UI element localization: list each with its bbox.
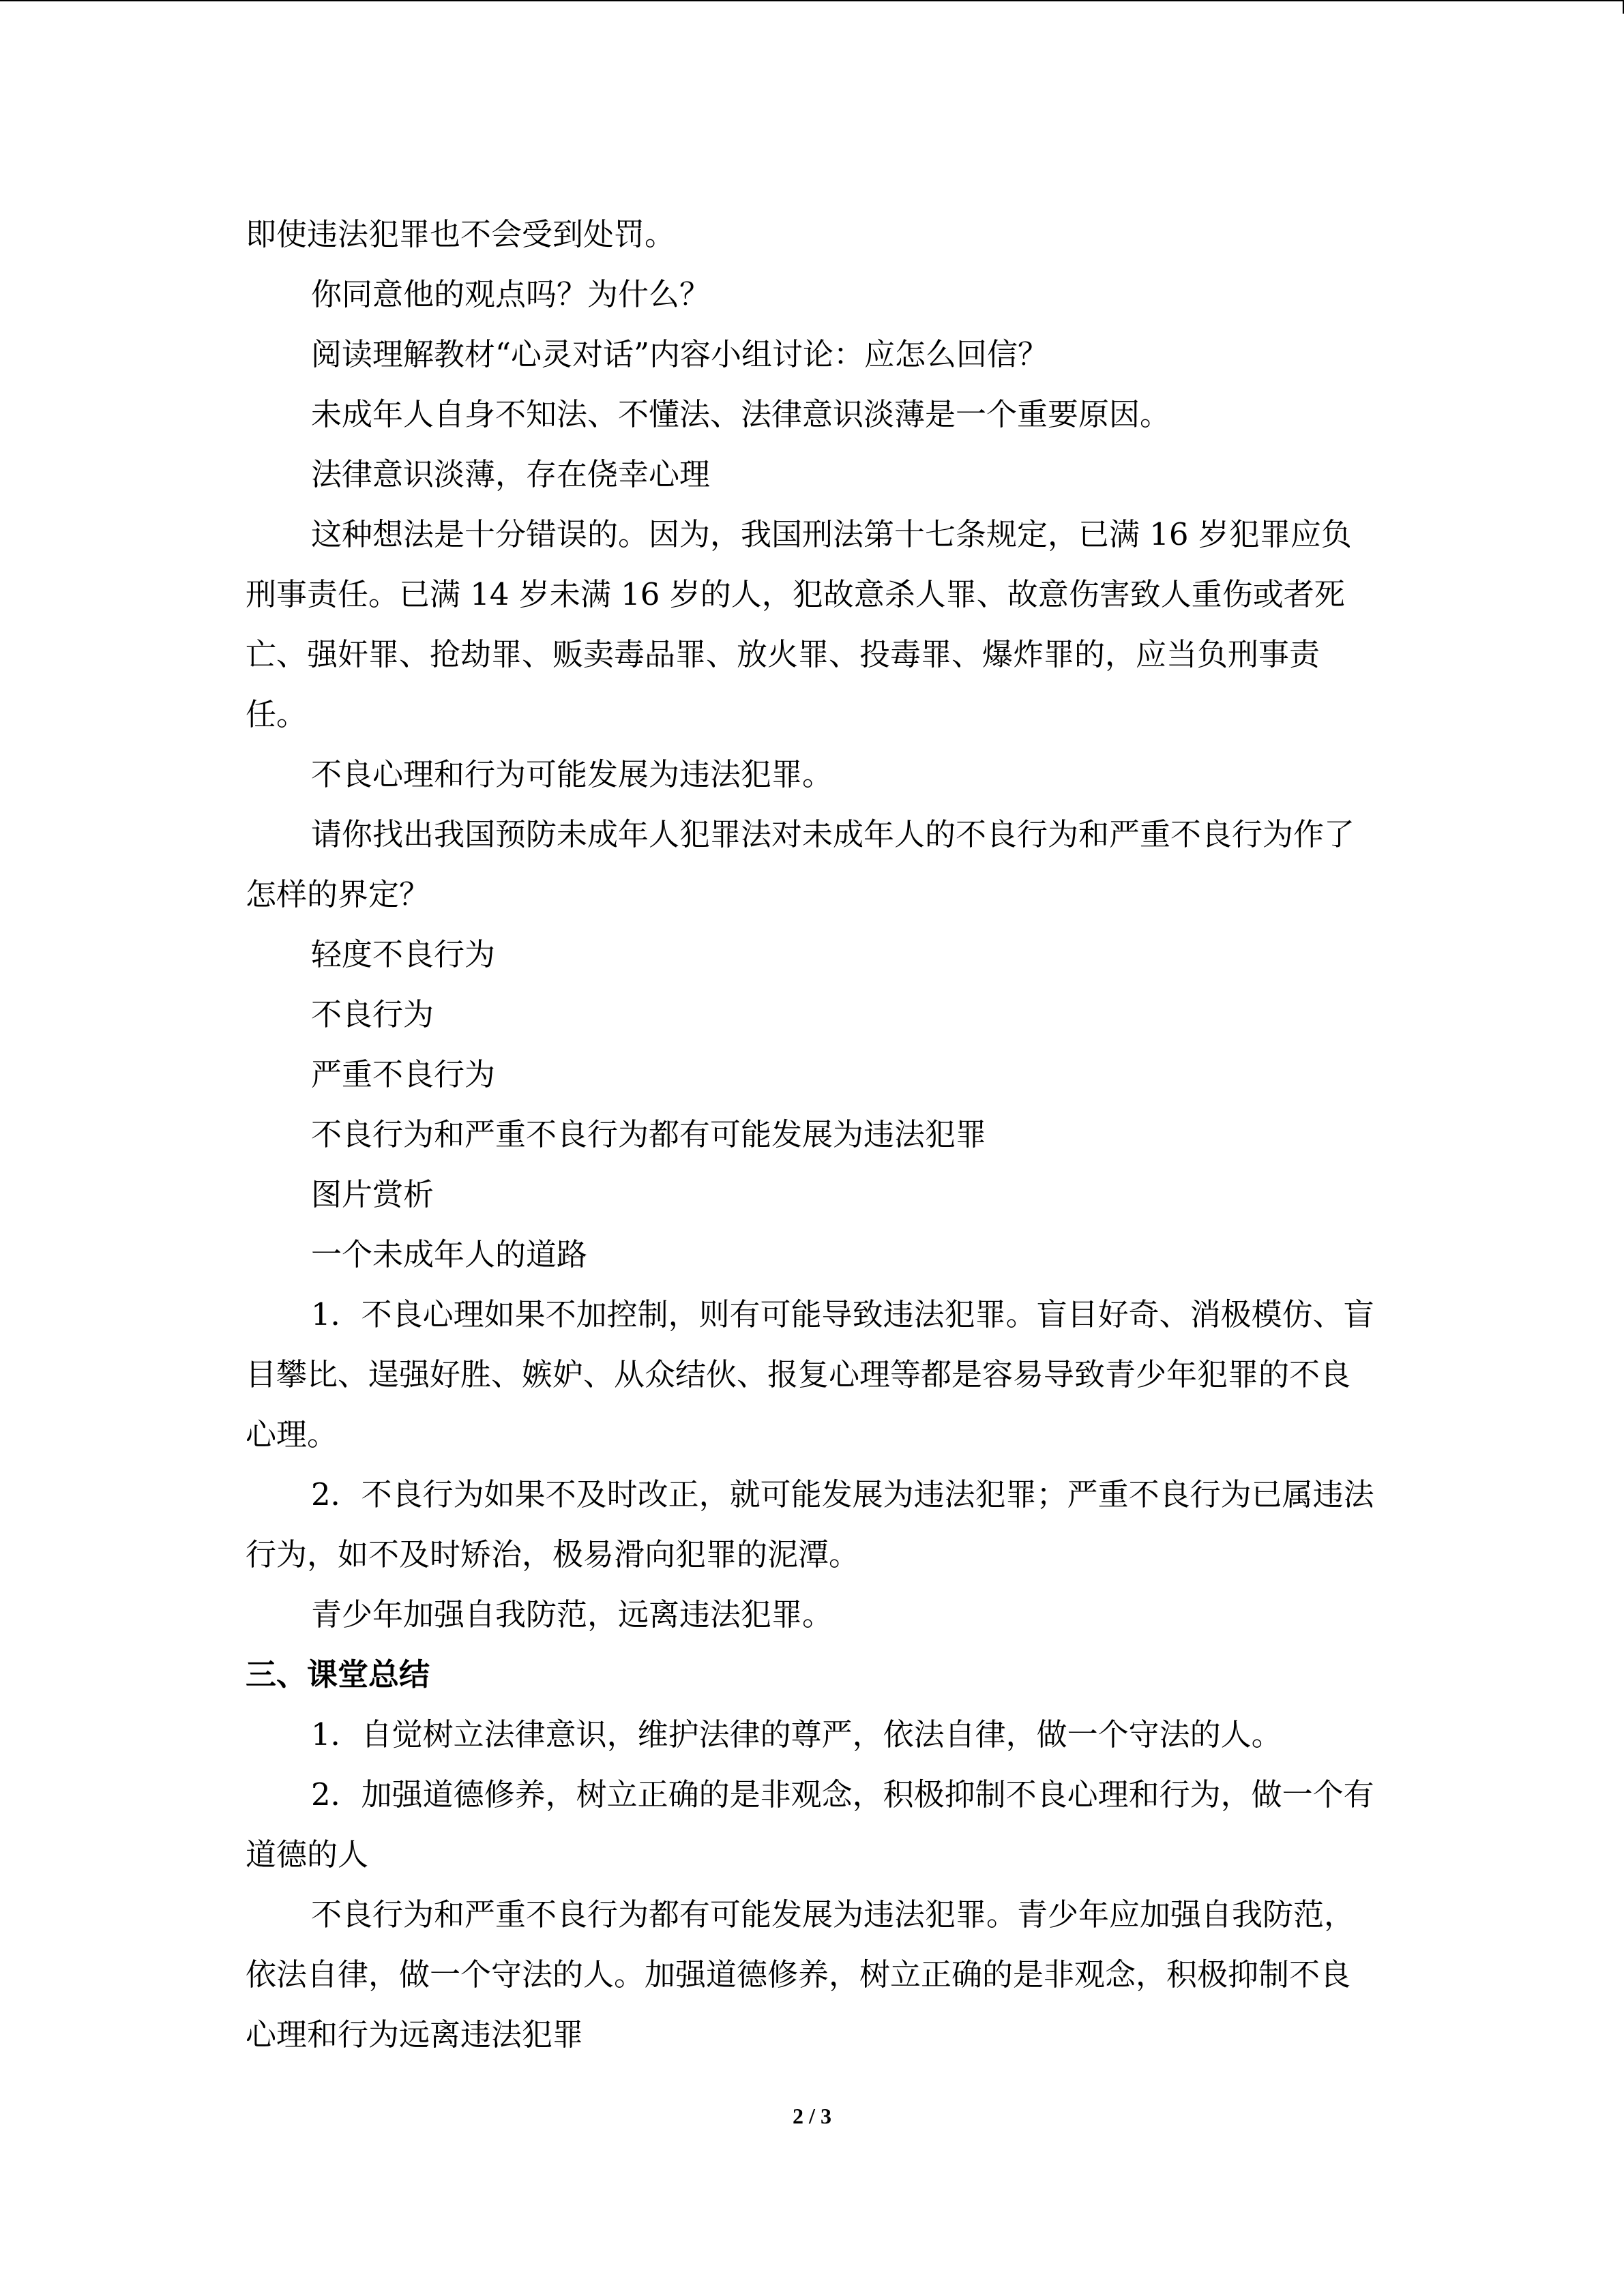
paragraph: 一个未成年人的道路 (311, 1236, 588, 1272)
paragraph: 轻度不良行为 (311, 936, 496, 972)
paragraph: 未成年人自身不知法、不懂法、法律意识淡薄是一个重要原因。 (311, 396, 1171, 432)
paragraph: 法律意识淡薄，存在侥幸心理 (311, 456, 711, 492)
paragraph: 图片赏析 (311, 1176, 434, 1212)
paragraph: 这种想法是十分错误的。因为，我国刑法第十七条规定，已满 16 岁犯罪应负刑事责任。已满 14 岁未满 16 岁的人，犯故意杀人罪、故意伤害致人重伤或者死亡、强奸罪、抢劫罪、贩卖毒品罪、放火罪、投毒罪、爆炸罪的，应当负刑事责任。 (246, 516, 1352, 732)
paragraph: 1．不良心理如果不加控制，则有可能导致违法犯罪。盲目好奇、消极模仿、盲目攀比、逞强好胜、嫉妒、从众结伙、报复心理等都是容易导致青少年犯罪的不良心理。 (246, 1296, 1374, 1452)
paragraph: 严重不良行为 (311, 1056, 496, 1092)
paragraph: 即使违法犯罪也不会受到处罚。 (246, 216, 676, 252)
paragraph: 阅读理解教材“心灵对话”内容小组讨论：应怎么回信？ (311, 336, 1049, 372)
paragraph: 不良行为和严重不良行为都有可能发展为违法犯罪。青少年应加强自我防范，依法自律，做一个守法的人。加强道德修养，树立正确的是非观念，积极抑制不良心理和行为远离违法犯罪 (246, 1896, 1355, 2053)
paragraph: 你同意他的观点吗？为什么？ (311, 276, 711, 312)
paragraph: 2．加强道德修养，树立正确的是非观念，积极抑制不良心理和行为，做一个有道德的人 (246, 1776, 1374, 1873)
paragraph: 2．不良行为如果不及时改正，就可能发展为违法犯罪；严重不良行为已属违法行为，如不及时矫治，极易滑向犯罪的泥潭。 (246, 1476, 1374, 1572)
paragraph: 不良心理和行为可能发展为违法犯罪。 (311, 756, 833, 792)
page-top-border (0, 0, 1624, 1)
section-heading: 三、课堂总结 (246, 1656, 430, 1693)
paragraph: 不良行为 (311, 996, 434, 1032)
paragraph: 1．自觉树立法律意识，维护法律的尊严，依法自律，做一个守法的人。 (311, 1716, 1282, 1753)
page-number: 2 / 3 (793, 2104, 831, 2128)
paragraph: 不良行为和严重不良行为都有可能发展为违法犯罪 (311, 1116, 987, 1152)
paragraph: 请你找出我国预防未成年人犯罪法对未成年人的不良行为和严重不良行为作了怎样的界定？ (246, 816, 1355, 912)
paragraph: 青少年加强自我防范，远离违法犯罪。 (311, 1596, 833, 1632)
document-body (246, 205, 1378, 2065)
